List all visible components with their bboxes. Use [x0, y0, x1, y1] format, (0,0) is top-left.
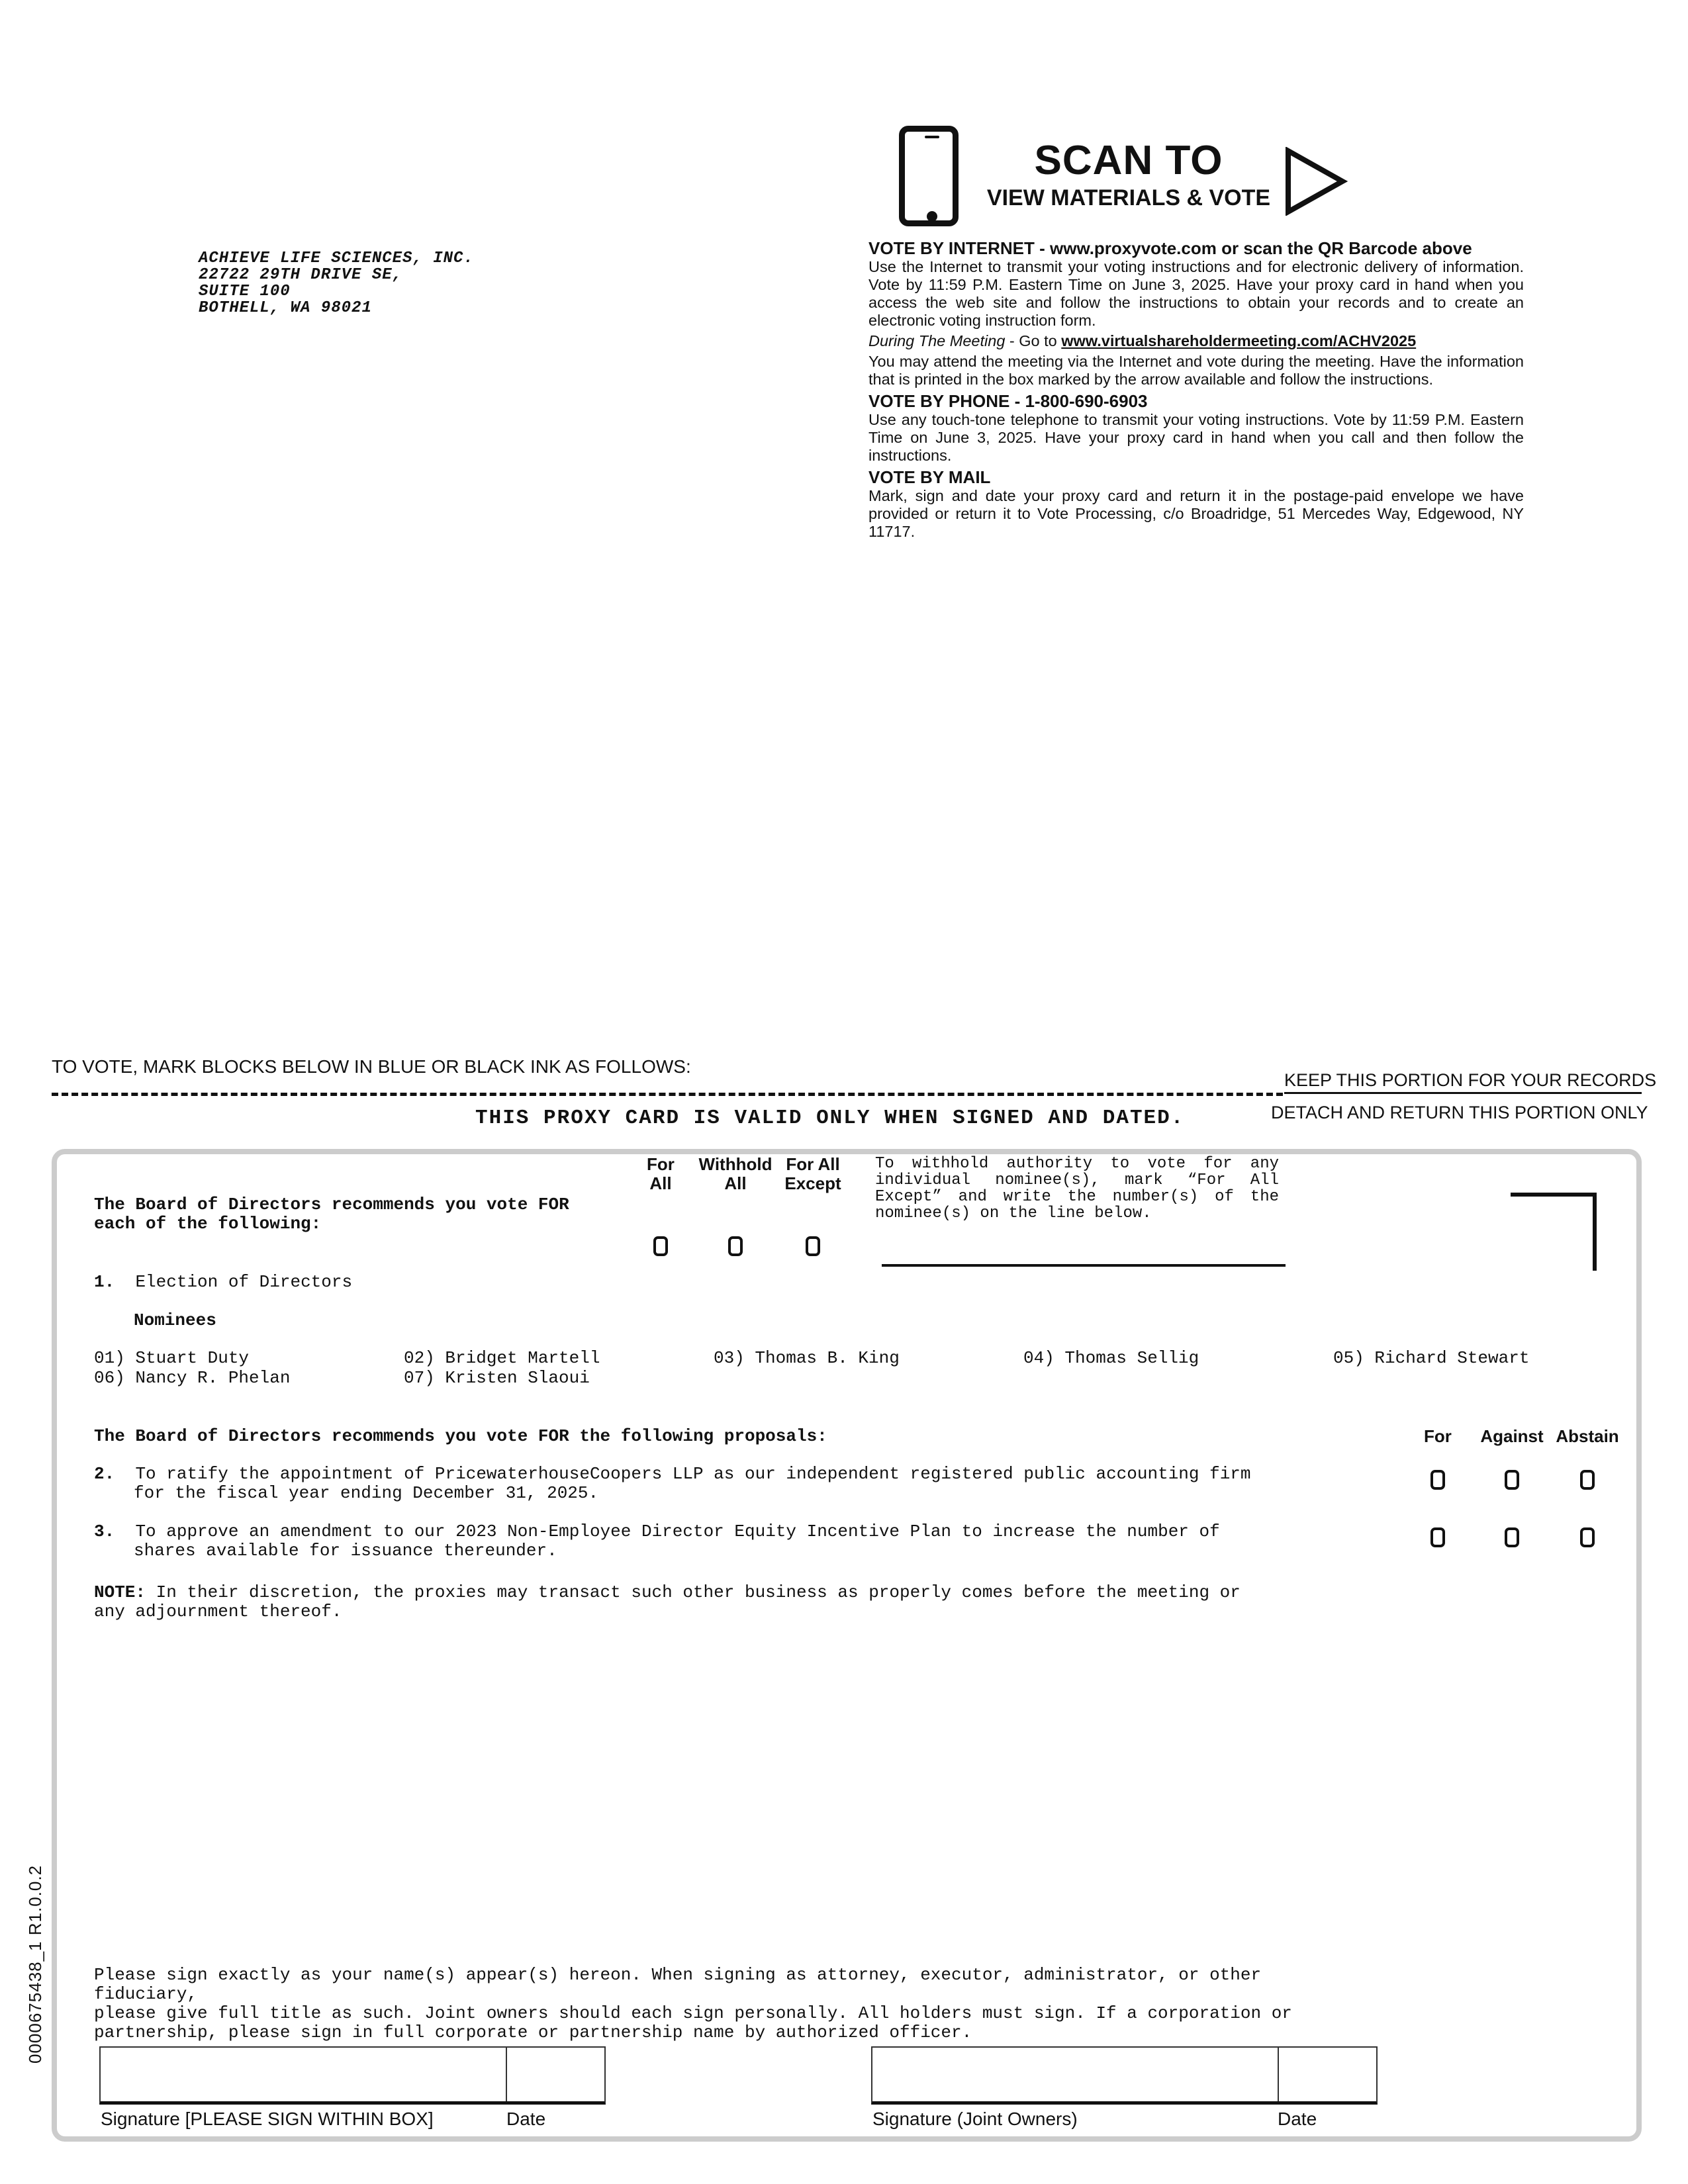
- checkbox-item-3-against[interactable]: [1505, 1527, 1519, 1547]
- nominee-04: 04) Thomas Sellig: [1023, 1348, 1199, 1368]
- address-line-3: SUITE 100: [199, 283, 291, 300]
- signing-instructions: [94, 1966, 1352, 2042]
- col-for-all-line-2: All: [649, 1173, 672, 1193]
- company-address: [199, 250, 474, 316]
- item-2-line-1: To ratify the appointment of PricewaterhouseCoopers LLP as our independent registered public accounting firm: [135, 1464, 1251, 1484]
- nominee-01: 01) Stuart Duty: [94, 1348, 250, 1368]
- col-against: Against: [1480, 1426, 1544, 1446]
- col-for-all-line-1: For: [647, 1154, 675, 1174]
- withhold-instruction: To withhold authority to vote for any individual nominee(s), mark “For All Except” and write the number(s) of the nominee(s) on the line below.: [875, 1155, 1279, 1222]
- signature-label-1: Signature [PLEASE SIGN WITHIN BOX]: [101, 2109, 434, 2129]
- signature-label-2: Signature (Joint Owners): [872, 2109, 1078, 2129]
- col-withhold-line-1: Withhold: [698, 1154, 773, 1174]
- date-label-2: Date: [1278, 2109, 1317, 2129]
- checkbox-item-3-abstain[interactable]: [1580, 1527, 1595, 1547]
- signing-instructions-line-2: please give full title as such. Joint owners should each sign personally. All holders must sign. If a corporation or: [94, 2003, 1292, 2023]
- col-except-line-2: Except: [784, 1173, 841, 1193]
- note-line-1: In their discretion, the proxies may transact such other business as properly comes before the meeting or: [146, 1582, 1241, 1602]
- nominee-05: 05) Richard Stewart: [1333, 1348, 1530, 1368]
- checkbox-item-2-against[interactable]: [1505, 1470, 1519, 1490]
- document-control-code: 0000675438_1 R1.0.0.2: [25, 1864, 45, 2064]
- date-label-1: Date: [506, 2109, 546, 2129]
- scan-title: SCAN TO: [1034, 138, 1223, 183]
- address-line-2: 22722 29TH DRIVE SE,: [199, 266, 403, 284]
- proxy-valid-notice: THIS PROXY CARD IS VALID ONLY WHEN SIGNED AND DATED.: [475, 1107, 1185, 1130]
- meeting-line: [868, 332, 1524, 350]
- address-line-1: ACHIEVE LIFE SCIENCES, INC.: [199, 250, 474, 267]
- nominee-07: 07) Kristen Slaoui: [404, 1368, 590, 1388]
- item-3-number: 3.: [94, 1522, 115, 1541]
- nominee-03: 03) Thomas B. King: [714, 1348, 900, 1368]
- detach-dashed-line: [52, 1093, 1283, 1096]
- voting-instructions: [868, 238, 1524, 543]
- checkbox-item-2-for[interactable]: [1430, 1470, 1445, 1490]
- checkbox-item-3-for[interactable]: [1430, 1527, 1445, 1547]
- col-for-all-except: [767, 1155, 859, 1193]
- phone-body: Use any touch-tone telephone to transmit your voting instructions. Vote by 11:59 P.M. Eastern Time on June 3, 2025. Have your proxy card in hand when you call and then follow the instructions.: [868, 411, 1524, 464]
- meeting-goto: - Go to: [1005, 332, 1062, 349]
- mail-body: Mark, sign and date your proxy card and return it in the postage-paid envelope we have provided or return it to Vote Processing, c/o Broadridge, 51 Mercedes Way, Edgewood, NY 11717.: [868, 487, 1524, 540]
- item-1-number: 1.: [94, 1272, 115, 1292]
- item-2-line-2: for the fiscal year ending December 31, 2025.: [134, 1483, 599, 1503]
- item-2: [94, 1465, 1251, 1503]
- note-line-2: any adjournment thereof.: [94, 1602, 342, 1621]
- item-3-line-1: To approve an amendment to our 2023 Non-Employee Director Equity Incentive Plan to increase the number of: [135, 1522, 1220, 1541]
- internet-body: Use the Internet to transmit your voting instructions and for electronic delivery of information. Vote by 11:59 P.M. Eastern Time on June 3, 2025. Have your proxy card in hand when you access the web site and follow the instructions to obtain your records and to create an electronic voting instruction form.: [868, 258, 1524, 329]
- internet-heading: VOTE BY INTERNET - www.proxyvote.com or scan the QR Barcode above: [868, 238, 1472, 258]
- nominee-02: 02) Bridget Martell: [404, 1348, 600, 1368]
- signature-box-1[interactable]: [99, 2046, 606, 2105]
- col-abstain: Abstain: [1556, 1426, 1619, 1446]
- signing-instructions-line-1: Please sign exactly as your name(s) appear(s) hereon. When signing as attorney, executor, administrator, or other fiduciary,: [94, 1965, 1262, 2004]
- phone-icon: [899, 126, 959, 226]
- item-3-line-2: shares available for issuance thereunder.: [134, 1541, 557, 1561]
- board-recommendation: [94, 1195, 569, 1234]
- to-vote-instruction: TO VOTE, MARK BLOCKS BELOW IN BLUE OR BLACK INK AS FOLLOWS:: [52, 1056, 691, 1077]
- address-line-4: BOTHELL, WA 98021: [199, 299, 372, 317]
- checkbox-for-all[interactable]: [653, 1236, 668, 1256]
- col-except-line-1: For All: [786, 1154, 840, 1174]
- item-3: [94, 1522, 1220, 1561]
- checkbox-for-all-except[interactable]: [806, 1236, 820, 1256]
- corner-mark: [1511, 1193, 1597, 1271]
- signature-box-2[interactable]: [871, 2046, 1378, 2105]
- meeting-body: You may attend the meeting via the Internet and vote during the meeting. Have the information that is printed in the box marked by the arrow available and follow the instructions.: [868, 353, 1524, 388]
- date-box-2[interactable]: [1278, 2048, 1279, 2101]
- item-2-number: 2.: [94, 1464, 115, 1484]
- item-1: [94, 1273, 352, 1292]
- play-arrow-icon: [1284, 147, 1348, 216]
- board-proposals-recommendation: The Board of Directors recommends you vote FOR the following proposals:: [94, 1426, 827, 1446]
- detach-return-label: DETACH AND RETURN THIS PORTION ONLY: [1271, 1103, 1648, 1122]
- note-label: NOTE:: [94, 1582, 146, 1602]
- item-1-text: Election of Directors: [135, 1272, 353, 1292]
- mail-heading: VOTE BY MAIL: [868, 467, 991, 487]
- meeting-label: During The Meeting: [868, 332, 1006, 349]
- note-text: [94, 1583, 1286, 1621]
- signing-instructions-line-3: partnership, please sign in full corporate or partnership name by authorized officer.: [94, 2023, 972, 2042]
- nominees-heading: Nominees: [134, 1310, 216, 1330]
- nominee-exception-line[interactable]: [882, 1264, 1286, 1267]
- col-for: For: [1424, 1426, 1452, 1446]
- date-box-1[interactable]: [506, 2048, 507, 2101]
- col-withhold-line-2: All: [724, 1173, 747, 1193]
- keep-portion-label: KEEP THIS PORTION FOR YOUR RECORDS: [1284, 1070, 1642, 1094]
- board-recommendation-line-1: The Board of Directors recommends you vote FOR: [94, 1195, 569, 1214]
- checkbox-item-2-abstain[interactable]: [1580, 1470, 1595, 1490]
- nominee-06: 06) Nancy R. Phelan: [94, 1368, 291, 1388]
- checkbox-withhold-all[interactable]: [728, 1236, 743, 1256]
- phone-heading: VOTE BY PHONE - 1-800-690-6903: [868, 391, 1148, 411]
- board-recommendation-line-2: each of the following:: [94, 1214, 322, 1234]
- scan-subtitle: VIEW MATERIALS & VOTE: [986, 185, 1271, 210]
- meeting-link[interactable]: www.virtualshareholdermeeting.com/ACHV2025: [1061, 332, 1417, 349]
